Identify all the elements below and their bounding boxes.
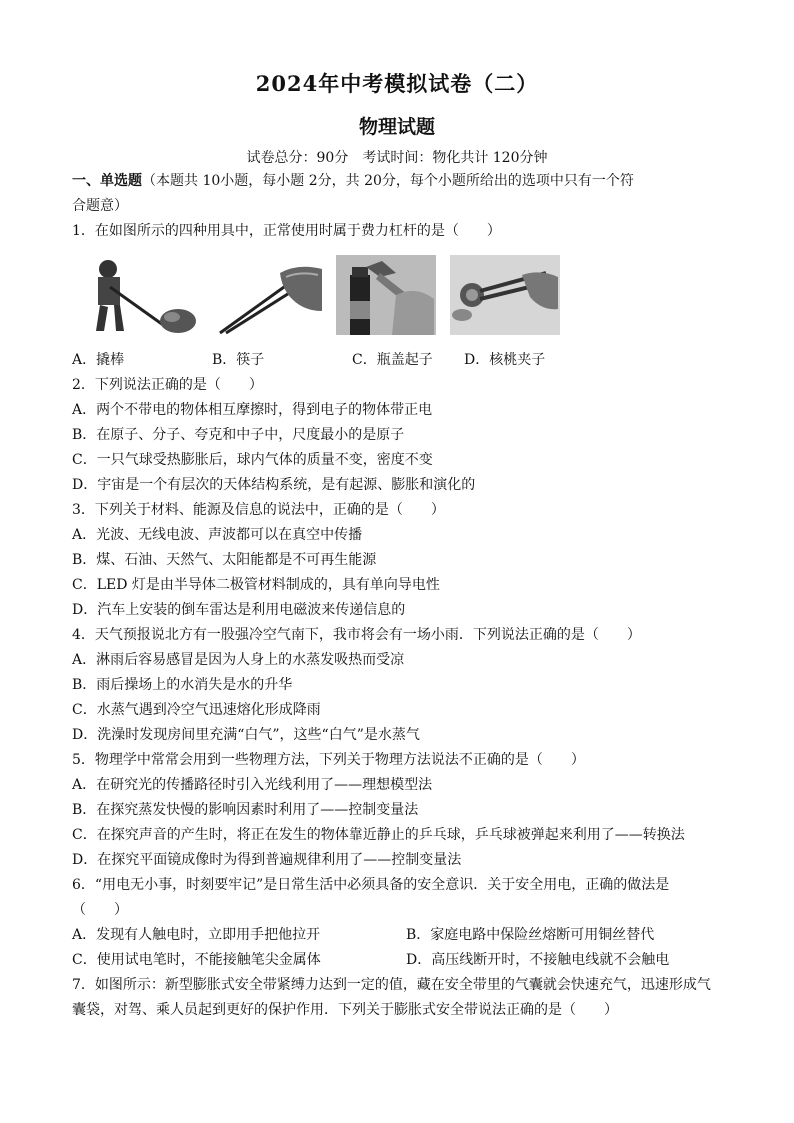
question-7-stem-cont: 囊袋，对驾、乘人员起到更好的保护作用．下列关于膨胀式安全带说法正确的是（ ） (72, 1002, 618, 1018)
q6-option-c[interactable]: C．使用试电笔时，不能接触笔尖金属体 (72, 952, 321, 968)
q5-option-d[interactable]: D．在探究平面镜成像时为得到普遍规律利用了——控制变量法 (72, 852, 462, 868)
question-1-stem: 1．在如图所示的四种用具中，正常使用时属于费力杠杆的是（ ） (72, 223, 501, 239)
bottle-opener-image (336, 255, 436, 335)
exam-meta: 试卷总分：90分 考试时间：物化共计 120分钟 (246, 150, 548, 166)
q6-options-row-1 (72, 925, 722, 945)
question-1-options (72, 350, 722, 370)
section-heading: 一、单选题 (72, 173, 142, 189)
q5-option-c[interactable]: C．在探究声音的产生时，将正在发生的物体靠近静止的乒乓球，乒乓球被弹起来利用了——转换法 (72, 827, 685, 843)
q1-option-a[interactable]: A．撬棒 (72, 352, 125, 368)
section-intro-cont: 合题意） (72, 198, 128, 214)
q3-option-c[interactable]: C．LED 灯是由半导体二极管材料制成的，具有单向导电性 (72, 577, 440, 593)
q1-option-b[interactable]: B．筷子 (212, 352, 265, 368)
q2-option-d[interactable]: D．宇宙是一个有层次的天体结构系统，是有起源、膨胀和演化的 (72, 477, 476, 493)
q5-option-b[interactable]: B．在探究蒸发快慢的影响因素时利用了——控制变量法 (72, 802, 419, 818)
q3-option-b[interactable]: B．煤、石油、天然气、太阳能都是不可再生能源 (72, 552, 377, 568)
q2-option-b[interactable]: B．在原子、分子、夸克和中子中，尺度最小的是原子 (72, 427, 405, 443)
q4-option-c[interactable]: C．水蒸气遇到冷空气迅速熔化形成降雨 (72, 702, 321, 718)
q4-option-b[interactable]: B．雨后操场上的水消失是水的升华 (72, 677, 293, 693)
q6-option-b[interactable]: B．家庭电路中保险丝熔断可用铜丝替代 (406, 927, 655, 943)
q3-option-a[interactable]: A．光波、无线电波、声波都可以在真空中传播 (72, 527, 363, 543)
question-3-stem: 3．下列关于材料、能源及信息的说法中，正确的是（ ） (72, 502, 445, 518)
question-4-stem: 4．天气预报说北方有一股强冷空气南下，我市将会有一场小雨．下列说法正确的是（ ） (72, 627, 641, 643)
question-5-stem: 5．物理学中常常会用到一些物理方法，下列关于物理方法说法不正确的是（ ） (72, 752, 585, 768)
subject-title: 物理试题 (358, 116, 435, 138)
question-1-images (80, 255, 580, 340)
q4-option-a[interactable]: A．淋雨后容易感冒是因为人身上的水蒸发吸热而受凉 (72, 652, 405, 668)
question-6-stem-cont: （ ） (72, 902, 128, 918)
section-heading-line (72, 171, 722, 191)
chopsticks-image (218, 255, 326, 335)
q2-option-a[interactable]: A．两个不带电的物体相互摩擦时，得到电子的物体带正电 (72, 402, 433, 418)
q2-option-c[interactable]: C．一只气球受热膨胀后，球内气体的质量不变，密度不变 (72, 452, 433, 468)
q3-option-d[interactable]: D．汽车上安装的倒车雷达是利用电磁波来传递信息的 (72, 602, 406, 618)
q4-option-d[interactable]: D．洗澡时发现房间里充满“白气”，这些“白气”是水蒸气 (72, 727, 420, 743)
exam-title: 2024年中考模拟试卷（二） (255, 71, 539, 96)
q1-option-d[interactable]: D．核桃夹子 (464, 352, 546, 368)
question-7-stem: 7．如图所示：新型膨胀式安全带紧缚力达到一定的值，藏在安全带里的气囊就会快速充气，迅速形成气 (72, 977, 711, 993)
question-6-stem: 6．“用电无小事，时刻要牢记”是日常生活中必须具备的安全意识．关于安全用电，正确的做法是 (72, 877, 670, 893)
nutcracker-image (450, 255, 560, 335)
q1-option-c[interactable]: C．瓶盖起子 (352, 352, 433, 368)
q6-option-a[interactable]: A．发现有人触电时，立即用手把他拉开 (72, 927, 321, 943)
crowbar-image (80, 255, 198, 335)
q5-option-a[interactable]: A．在研究光的传播路径时引入光线利用了——理想模型法 (72, 777, 433, 793)
section-intro: （本题共 10小题，每小题 2分，共 20分，每个小题所给出的选项中只有一个符 (142, 173, 634, 189)
q6-option-d[interactable]: D．高压线断开时，不接触电线就不会触电 (406, 952, 670, 968)
question-2-stem: 2．下列说法正确的是（ ） (72, 377, 263, 393)
q6-options-row-2 (72, 950, 722, 970)
